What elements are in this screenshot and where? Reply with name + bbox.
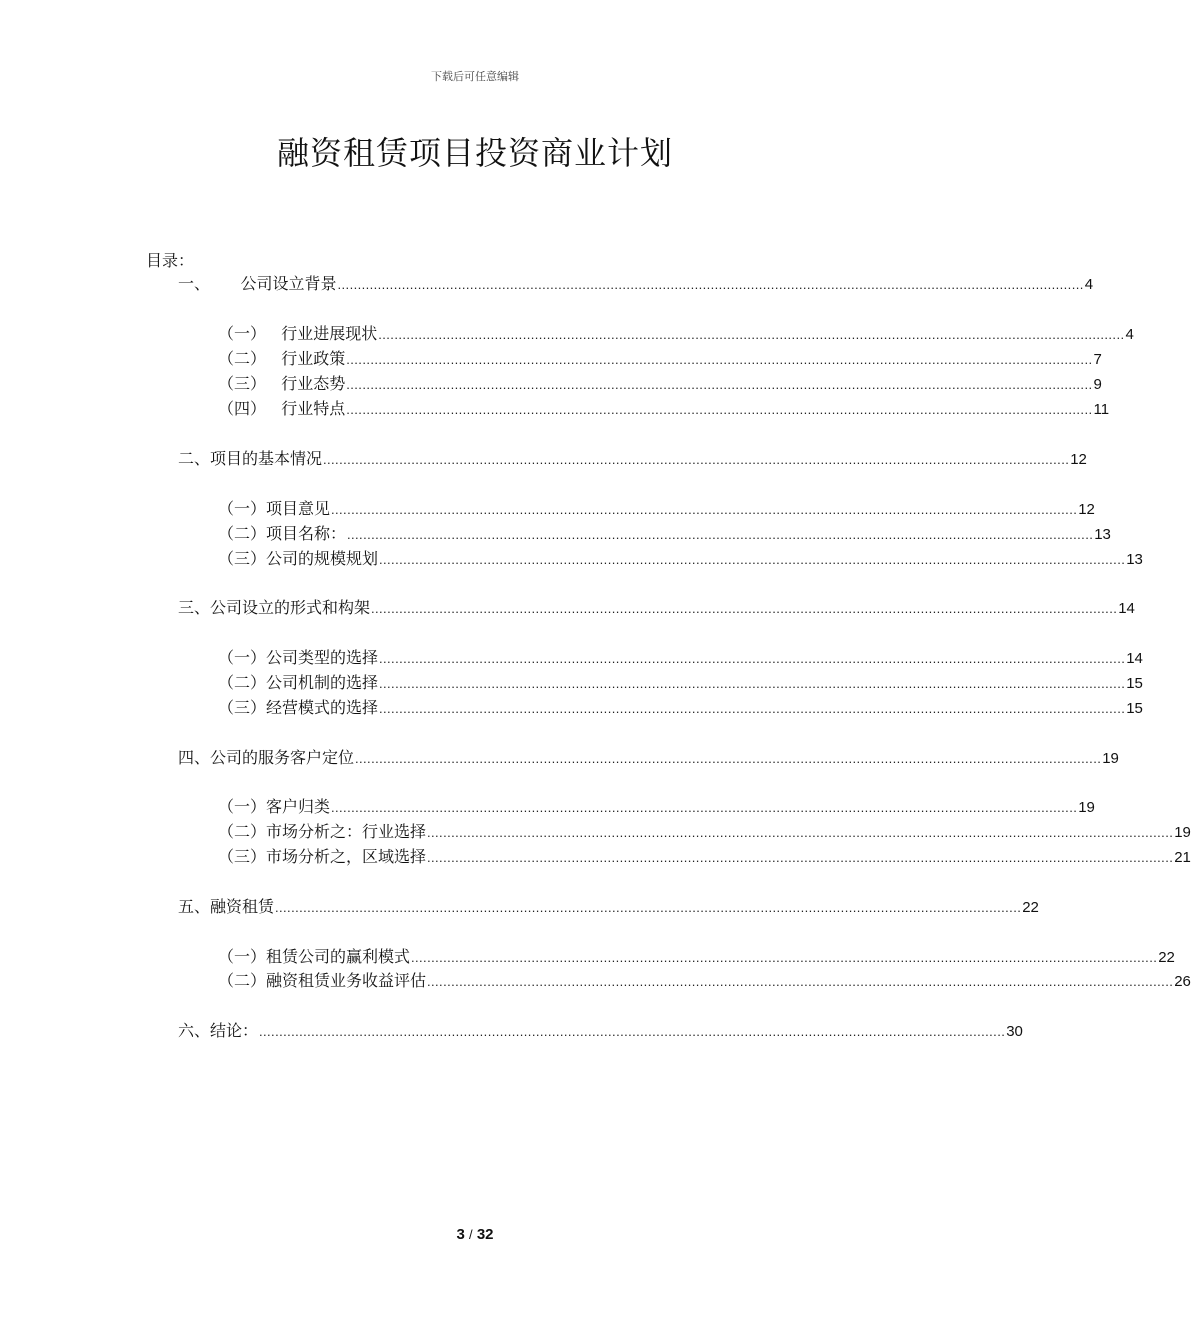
toc-entry-section[interactable] xyxy=(218,946,1175,968)
page-number xyxy=(0,1226,950,1243)
toc-entry-label: （三）经营模式的选择 xyxy=(218,698,379,717)
toc-entry-label: （四） 行业特点 xyxy=(218,399,346,418)
toc-entry-section[interactable] xyxy=(218,846,1191,868)
toc-leader-dots: .......................................................................................................................................................................................... xyxy=(346,377,1093,392)
toc-leader-dots: .......................................................................................................................................................................................... xyxy=(427,974,1174,989)
toc-entry-section[interactable] xyxy=(218,970,1191,992)
toc-entry-label: （三）市场分析之，区域选择 xyxy=(218,847,427,866)
toc-entry-label: （一） 行业进展现状 xyxy=(218,324,378,343)
toc-entry-label: （一）项目意见 xyxy=(218,499,331,518)
toc-entry-page: 22 xyxy=(1022,899,1039,916)
toc-entry-page: 14 xyxy=(1118,600,1135,617)
toc-leader-dots: .......................................................................................................................................................................................... xyxy=(337,277,1084,292)
toc-entry-section[interactable] xyxy=(218,647,1143,669)
toc-entry-label: 六、结论： xyxy=(178,1021,259,1040)
toc-entry-label: 一、 公司设立背景 xyxy=(178,274,337,293)
toc-heading: 目录： xyxy=(146,251,195,270)
toc-entry-label: （二）项目名称： xyxy=(218,524,347,543)
toc-entry-page: 13 xyxy=(1126,551,1143,568)
toc-entry-label: （一）公司类型的选择 xyxy=(218,648,379,667)
toc-entry-label: 四、公司的服务客户定位 xyxy=(178,748,355,767)
toc-leader-dots: .......................................................................................................................................................................................... xyxy=(347,527,1094,542)
toc-entry-section[interactable] xyxy=(218,821,1191,843)
toc-leader-dots: .......................................................................................................................................................................................... xyxy=(427,825,1174,840)
toc-entry-label: （二）市场分析之：行业选择 xyxy=(218,822,427,841)
toc-entry-page: 30 xyxy=(1006,1023,1023,1040)
toc-leader-dots: .......................................................................................................................................................................................... xyxy=(275,900,1022,915)
toc-entry-chapter-3[interactable] xyxy=(178,597,1135,619)
toc-entry-page: 14 xyxy=(1126,650,1143,667)
toc-entry-label: （二）融资租赁业务收益评估 xyxy=(218,971,427,990)
toc-entry-page: 19 xyxy=(1102,750,1119,767)
toc-entry-page: 4 xyxy=(1084,276,1094,293)
toc-entry-page: 7 xyxy=(1093,351,1102,368)
toc-entry-section[interactable] xyxy=(218,323,1134,345)
toc-entry-page: 15 xyxy=(1126,700,1143,717)
document-title: 融资租赁项目投资商业计划 xyxy=(276,134,673,172)
toc-entry-page: 9 xyxy=(1093,376,1102,393)
toc-entry-page: 19 xyxy=(1174,824,1191,841)
toc-leader-dots: .......................................................................................................................................................................................... xyxy=(379,651,1126,666)
toc-leader-dots: .......................................................................................................................................................................................... xyxy=(427,850,1174,865)
toc-entry-label: （二）公司机制的选择 xyxy=(218,673,379,692)
toc-leader-dots: .......................................................................................................................................................................................... xyxy=(411,950,1158,965)
toc-leader-dots: .......................................................................................................................................................................................... xyxy=(331,502,1078,517)
toc-entry-section[interactable] xyxy=(218,548,1143,570)
toc-entry-page: 13 xyxy=(1094,526,1111,543)
toc-leader-dots: .......................................................................................................................................................................................... xyxy=(346,402,1093,417)
toc-entry-chapter-1[interactable] xyxy=(178,273,1094,295)
toc-entry-page: 22 xyxy=(1158,949,1175,966)
toc-leader-dots: .......................................................................................................................................................................................... xyxy=(346,352,1093,367)
toc-entry-page: 19 xyxy=(1078,799,1095,816)
toc-entry-label: （一）租赁公司的赢利模式 xyxy=(218,947,411,966)
toc-entry-chapter-2[interactable] xyxy=(178,448,1087,470)
toc-entry-page: 15 xyxy=(1126,675,1143,692)
toc-leader-dots: .......................................................................................................................................................................................... xyxy=(355,751,1102,766)
page-current: 3 xyxy=(456,1226,465,1243)
toc-entry-section[interactable] xyxy=(218,373,1102,395)
toc-entry-section[interactable] xyxy=(218,398,1110,420)
toc-entry-label: 三、公司设立的形式和构架 xyxy=(178,598,371,617)
toc-entry-section[interactable] xyxy=(218,796,1095,818)
toc-entry-chapter-4[interactable] xyxy=(178,747,1119,769)
toc-leader-dots: .......................................................................................................................................................................................... xyxy=(259,1024,1006,1039)
toc-entry-section[interactable] xyxy=(218,523,1111,545)
toc-leader-dots: .......................................................................................................................................................................................... xyxy=(379,552,1126,567)
toc-entry-page: 4 xyxy=(1125,326,1134,343)
toc-leader-dots: .......................................................................................................................................................................................... xyxy=(379,676,1126,691)
toc-entry-page: 26 xyxy=(1174,973,1191,990)
toc-entry-label: （二） 行业政策 xyxy=(218,349,346,368)
toc-entry-label: 二、项目的基本情况 xyxy=(178,449,323,468)
toc-entry-section[interactable] xyxy=(218,697,1143,719)
header-note: 下载后可任意编辑 xyxy=(431,70,519,83)
toc-leader-dots: .......................................................................................................................................................................................... xyxy=(379,701,1126,716)
toc-entry-page: 12 xyxy=(1078,501,1095,518)
toc-leader-dots: .......................................................................................................................................................................................... xyxy=(331,800,1078,815)
toc-entry-page: 11 xyxy=(1093,401,1110,418)
toc-entry-section[interactable] xyxy=(218,498,1095,520)
toc-leader-dots: .......................................................................................................................................................................................... xyxy=(378,327,1125,342)
toc-leader-dots: .......................................................................................................................................................................................... xyxy=(371,601,1118,616)
toc-entry-page: 21 xyxy=(1174,849,1191,866)
toc-entry-label: （三） 行业态势 xyxy=(218,374,346,393)
toc-entry-chapter-5[interactable] xyxy=(178,896,1039,918)
toc-entry-chapter-6[interactable] xyxy=(178,1020,1023,1042)
toc-entry-section[interactable] xyxy=(218,672,1143,694)
toc-entry-label: 五、融资租赁 xyxy=(178,897,275,916)
page-separator: / xyxy=(469,1227,473,1242)
toc-leader-dots: .......................................................................................................................................................................................... xyxy=(323,452,1070,467)
toc-entry-section[interactable] xyxy=(218,348,1102,370)
toc-entry-page: 12 xyxy=(1070,451,1087,468)
toc-entry-label: （三）公司的规模规划 xyxy=(218,549,379,568)
toc-entry-label: （一）客户归类 xyxy=(218,797,331,816)
page-total: 32 xyxy=(476,1226,494,1243)
